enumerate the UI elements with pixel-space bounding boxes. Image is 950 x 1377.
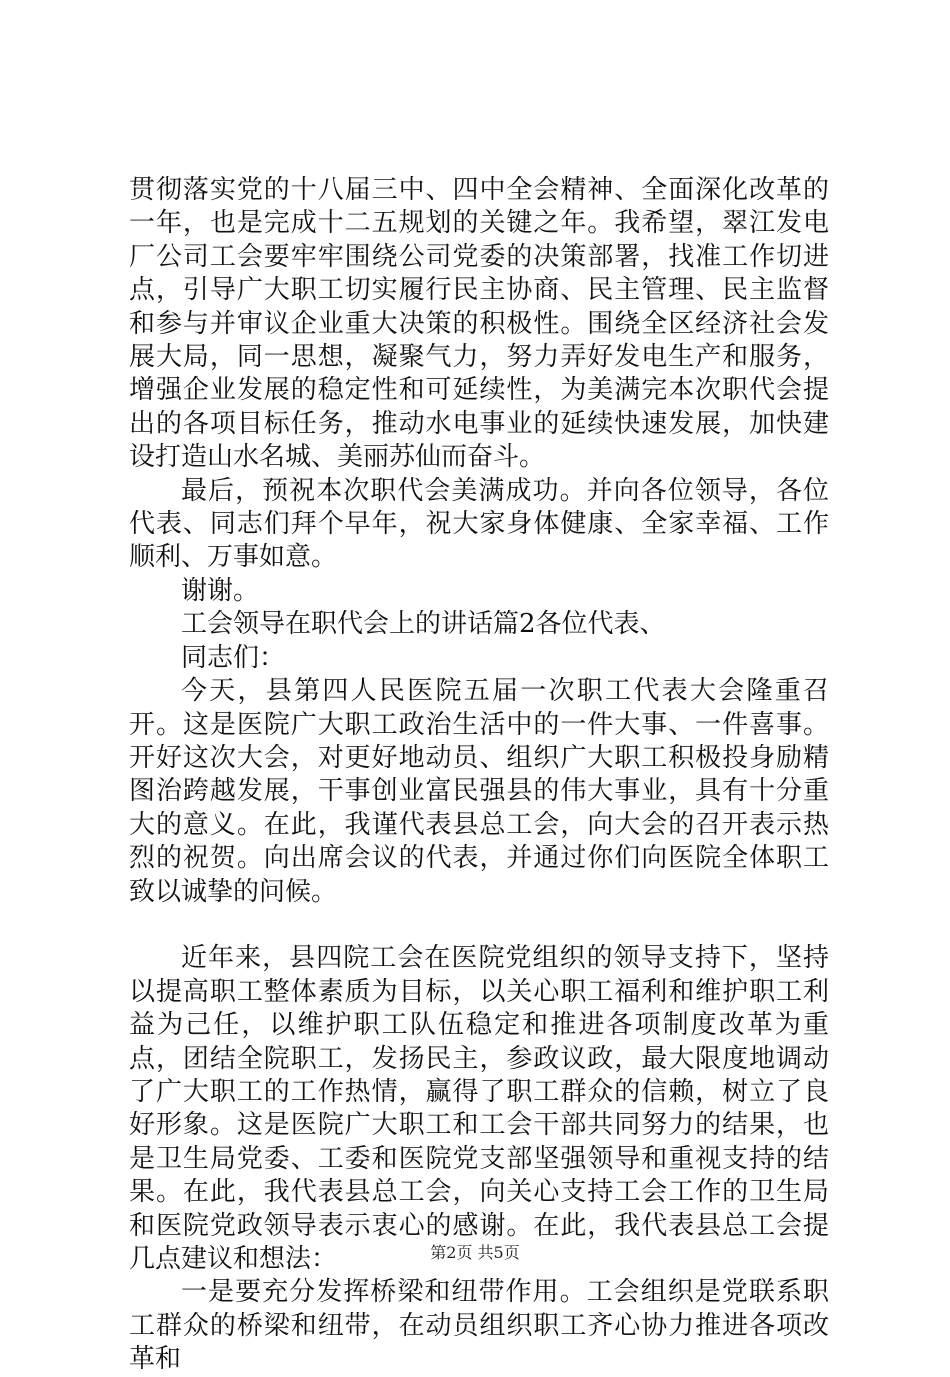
paragraph-thanks: 谢谢。 — [181, 575, 260, 606]
paragraph-closing-wishes: 最后，预祝本次职代会美满成功。并向各位领导，各位代表、同志们拜个早年，祝大家身体健康、全家幸福、工作顺利、万事如意。 — [129, 475, 829, 573]
paragraph-speech-title: 工会领导在职代会上的讲话篇2各位代表、 — [181, 609, 666, 640]
paragraph-achievements: 近年来，县四院工会在医院党组织的领导支持下，坚持以提高职工整体素质为目标，以关心职工福利和维护职工利益为己任，以维护职工队伍稳定和推进各项制度改革为重点，团结全院职工，发扬民主，参政议政，最大限度地调动了广大职工的工作热情，赢得了职工群众的信赖，树立了良好形象。这是医院广大职工和工会干部共同努力的结果，也是卫生局党委、工委和医院党支部坚强领导和重视支持的结果。在此，我代表县总工会，向关心支持工会工作的卫生局和医院党政领导表示衷心的感谢。在此，我代表县总工会提几点建议和想法： — [129, 943, 829, 1274]
paragraph-continuation: 贯彻落实党的十八届三中、四中全会精神、全面深化改革的一年，也是完成十二五规划的关键之年。我希望，翠江发电厂公司工会要牢牢围绕公司党委的决策部署，找准工作切进点，引导广大职工切实履行民主协商、民主管理、民主监督和参与并审议企业重大决策的积极性。围绕全区经济社会发展大局，同一思想，凝聚气力，努力弄好发电生产和服务，增强企业发展的稳定性和可延续性，为美满完本次职代会提出的各项目标任务，推动水电事业的延续快速发展，加快建设打造山水名城、美丽苏仙而奋斗。 — [129, 175, 829, 473]
document-body — [129, 174, 829, 1377]
paragraph-salutation: 同志们： — [181, 642, 286, 673]
paragraph-suggestion-one: 一是要充分发挥桥梁和纽带作用。工会组织是党联系职工群众的桥梁和纽带，在动员组织职工齐心协力推进各项改革和 — [129, 1277, 829, 1375]
page-number-footer: 第2页 共5页 — [430, 1243, 520, 1262]
paragraph-opening: 今天，县第四人民医院五届一次职工代表大会隆重召开。这是医院广大职工政治生活中的一件大事、一件喜事。开好这次大会，对更好地动员、组织广大职工积极投身励精图治跨越发展，干事创业富民强县的伟大事业，具有十分重大的意义。在此，我谨代表县总工会，向大会的召开表示热烈的祝贺。向出席会议的代表，并通过你们向医院全体职工致以诚挚的问候。 — [129, 676, 829, 907]
blank-line — [129, 909, 829, 942]
